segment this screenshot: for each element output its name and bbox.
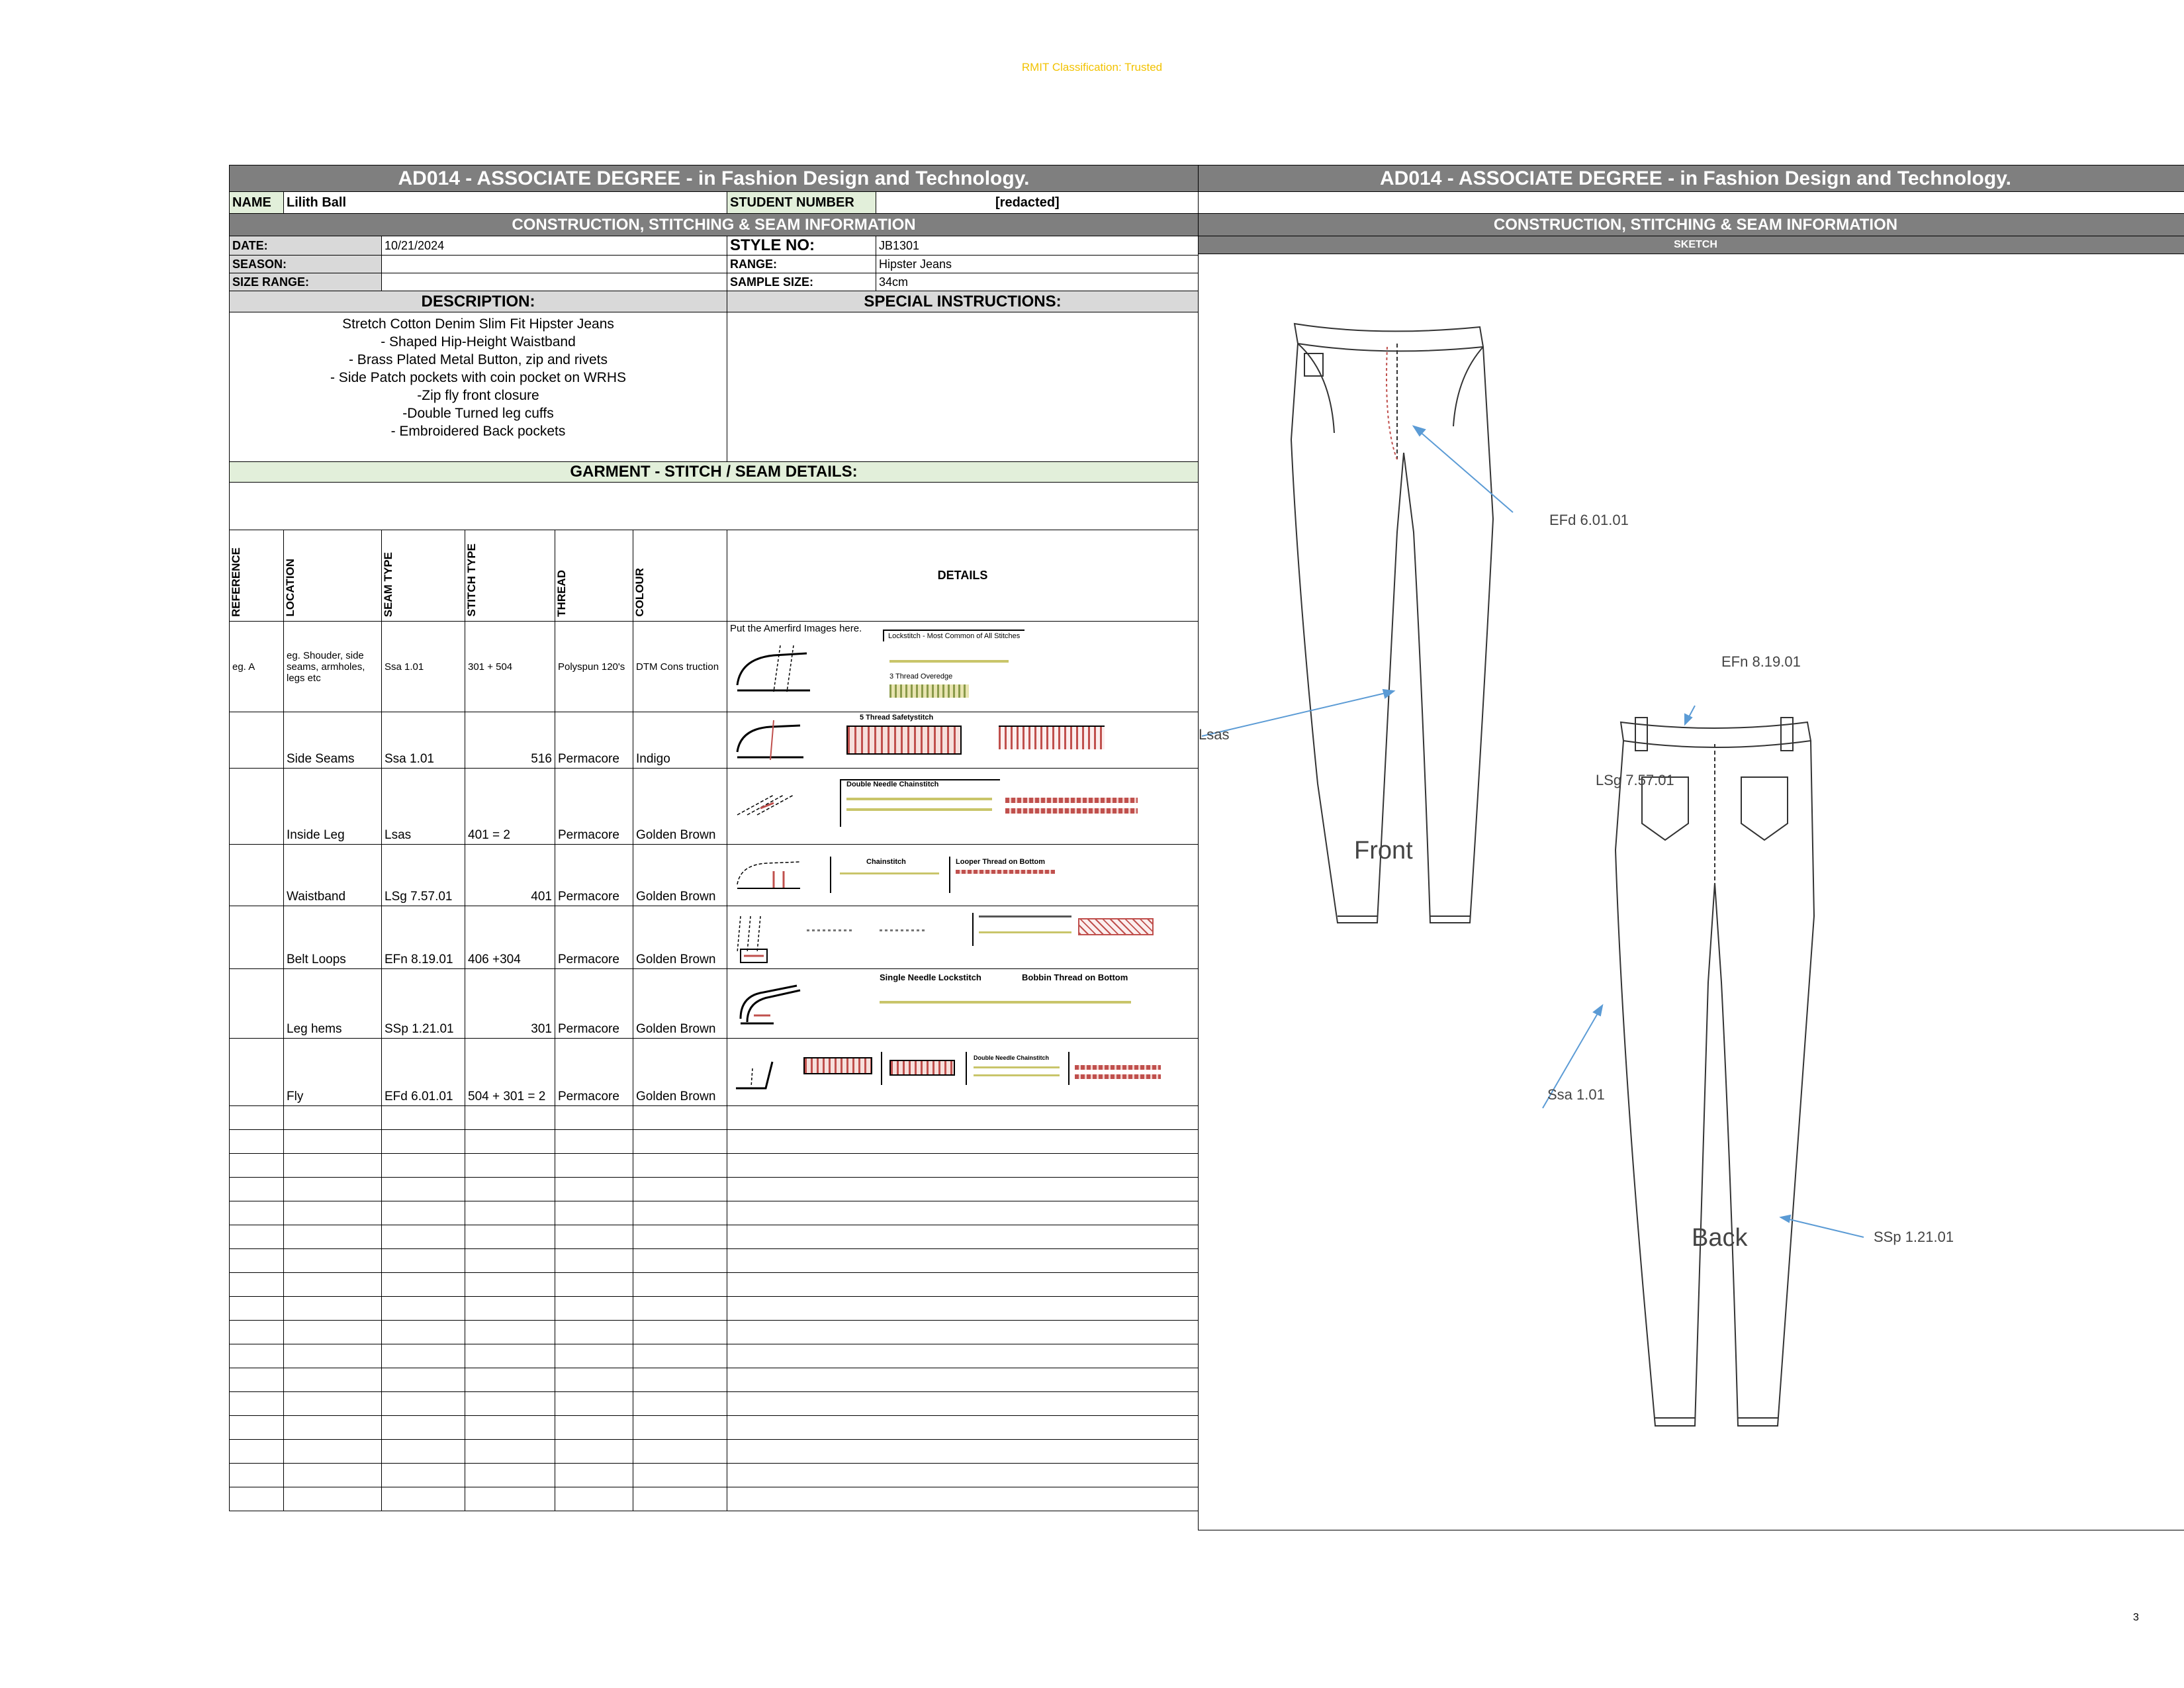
details-note: Put the Amerfird Images here. [730, 623, 862, 634]
col-stitch-type: STITCH TYPE [465, 543, 478, 617]
student-number-label: STUDENT NUMBER [727, 192, 876, 214]
stitch-swatch [999, 726, 1105, 749]
swatch-caption: Looper Thread on Bottom [956, 858, 1046, 866]
special-instructions-label: SPECIAL INSTRUCTIONS: [727, 291, 1199, 312]
description-line: - Brass Plated Metal Button, zip and rivets [348, 352, 608, 367]
row-details [727, 845, 1199, 906]
row-location: Waistband [284, 845, 382, 906]
description-text [230, 312, 727, 462]
style-no-label: STYLE NO: [727, 236, 876, 256]
callout-lsg: LSg 7.57.01 [1596, 772, 1674, 788]
seam-diagram-icon [734, 788, 800, 821]
classification-label: RMIT Classification: Trusted [1021, 61, 1163, 73]
stitch-line-swatch [807, 929, 853, 931]
example-colour: DTM Cons truction [633, 622, 727, 712]
table-row-blank [230, 1273, 1199, 1297]
divider [949, 857, 950, 893]
row-seam-type: EFn 8.19.01 [382, 906, 465, 969]
style-no-value: JB1301 [876, 236, 1199, 256]
season-label: SEASON: [230, 256, 382, 273]
row-details [727, 1039, 1199, 1106]
row-seam-type: SSp 1.21.01 [382, 969, 465, 1039]
chain-swatch [1075, 1074, 1161, 1079]
swatch-caption: Bobbin Thread on Bottom [1022, 972, 1128, 982]
row-stitch-type: 406 +304 [465, 906, 555, 969]
row-location: Fly [284, 1039, 382, 1106]
example-seam-type: Ssa 1.01 [382, 622, 465, 712]
table-row [230, 712, 1199, 769]
swatch-caption: 5 Thread Safetystitch [860, 714, 934, 722]
table-row [230, 845, 1199, 906]
table-row [230, 969, 1199, 1039]
col-details: DETAILS [727, 530, 1199, 622]
row-thread: Permacore [555, 1039, 633, 1106]
front-jeans [1291, 324, 1493, 923]
divider [966, 1052, 967, 1085]
sample-size-label: SAMPLE SIZE: [727, 273, 876, 291]
table-row-blank [230, 1249, 1199, 1273]
row-colour: Golden Brown [633, 969, 727, 1039]
sample-size-value: 34cm [876, 273, 1199, 291]
row-stitch-type: 401 = 2 [465, 769, 555, 845]
front-label: Front [1354, 837, 1413, 865]
right-section-header: CONSTRUCTION, STITCHING & SEAM INFORMATION [1199, 214, 2184, 236]
special-instructions-box [727, 312, 1199, 462]
col-location: LOCATION [284, 559, 296, 617]
spec-sheet [229, 165, 2011, 1530]
student-number-value: [redacted] [876, 192, 1199, 214]
sketch-area [1199, 254, 2184, 1530]
chain-swatch [1005, 798, 1138, 803]
sketch-label: SKETCH [1199, 236, 2184, 254]
example-thread: Polyspun 120's [555, 622, 633, 712]
overedge-swatch [889, 684, 969, 698]
row-stitch-type: 504 + 301 = 2 [465, 1039, 555, 1106]
chain-swatch [956, 870, 1055, 874]
row-colour: Golden Brown [633, 906, 727, 969]
callout-arrows [1202, 426, 1864, 1237]
name-value: Lilith Ball [284, 192, 727, 214]
stitch-line-swatch [846, 808, 992, 811]
stitch-swatch [889, 1060, 955, 1076]
zigzag-swatch [1078, 918, 1154, 935]
row-location: Leg hems [284, 969, 382, 1039]
page-number: 3 [2133, 1612, 2139, 1623]
table-row [230, 769, 1199, 845]
back-jeans [1615, 718, 1814, 1426]
table-row-blank [230, 1368, 1199, 1392]
divider [881, 1052, 882, 1085]
example-details [727, 622, 1199, 712]
table-row-blank [230, 1178, 1199, 1201]
stitch-line-swatch [974, 1066, 1060, 1068]
stitch-line-swatch [880, 929, 926, 931]
row-location: Side Seams [284, 712, 382, 769]
callout-ssp: SSp 1.21.01 [1874, 1229, 1954, 1245]
chain-swatch [1005, 808, 1138, 814]
stitch-line-swatch [889, 660, 1009, 663]
swatch-caption: Lockstitch - Most Common of All Stitches [883, 630, 1024, 641]
seam-diagram-icon [734, 639, 813, 698]
table-row-blank [230, 1344, 1199, 1368]
range-value: Hipster Jeans [876, 256, 1199, 273]
row-location: Inside Leg [284, 769, 382, 845]
divider [830, 857, 831, 893]
row-stitch-type: 516 [465, 712, 555, 769]
size-range-label: SIZE RANGE: [230, 273, 382, 291]
callout-lsas: Lsas [1199, 726, 1230, 743]
divider [972, 913, 974, 946]
left-section-header: CONSTRUCTION, STITCHING & SEAM INFORMATION [230, 214, 1199, 236]
left-title: AD014 - ASSOCIATE DEGREE - in Fashion Design and Technology. [230, 165, 1199, 192]
col-reference: REFERENCE [230, 547, 242, 617]
callout-ssa: Ssa 1.01 [1547, 1086, 1605, 1103]
size-range-value [382, 273, 727, 291]
stitch-line-swatch [979, 931, 1071, 933]
swatch-caption: 3 Thread Overedge [889, 673, 953, 680]
stitch-line-swatch [840, 872, 939, 874]
row-location: Belt Loops [284, 906, 382, 969]
col-colour: COLOUR [633, 568, 646, 617]
example-location: eg. Shouder, side seams, armholes, legs etc [284, 622, 382, 712]
row-seam-type: Ssa 1.01 [382, 712, 465, 769]
row-colour: Golden Brown [633, 845, 727, 906]
table-row-blank [230, 1225, 1199, 1249]
row-details [727, 969, 1199, 1039]
row-thread: Permacore [555, 712, 633, 769]
row-seam-type: Lsas [382, 769, 465, 845]
date-value: 10/21/2024 [382, 236, 727, 256]
seam-diagram-icon [734, 719, 807, 762]
right-title: AD014 - ASSOCIATE DEGREE - in Fashion Design and Technology. [1199, 165, 2184, 192]
row-details [727, 769, 1199, 845]
description-line: Stretch Cotton Denim Slim Fit Hipster Jeans [342, 316, 614, 332]
table-row [230, 1039, 1199, 1106]
seam-diagram-icon [734, 913, 787, 966]
table-row-example [230, 622, 1199, 712]
seam-diagram-icon [734, 858, 807, 894]
right-panel [1198, 165, 2184, 1530]
row-details [727, 712, 1199, 769]
stitch-line-swatch [979, 915, 1071, 917]
col-thread: THREAD [555, 570, 568, 617]
row-colour: Golden Brown [633, 769, 727, 845]
row-thread: Permacore [555, 906, 633, 969]
stitch-line-swatch [974, 1074, 1060, 1076]
stitch-swatch [846, 726, 962, 755]
row-thread: Permacore [555, 845, 633, 906]
row-thread: Permacore [555, 769, 633, 845]
row-details [727, 906, 1199, 969]
left-panel [229, 165, 1199, 1511]
callout-efd: EFd 6.01.01 [1549, 512, 1629, 528]
jeans-sketch [1199, 254, 1964, 1485]
swatch-caption: Double Needle Chainstitch [846, 780, 939, 788]
description-line: - Side Patch pockets with coin pocket on WRHS [330, 370, 627, 385]
stitch-line-swatch [880, 1001, 1131, 1004]
table-row-blank [230, 1487, 1199, 1511]
description-label: DESCRIPTION: [230, 291, 727, 312]
chain-swatch [1075, 1065, 1161, 1070]
col-seam-type: SEAM TYPE [382, 551, 394, 617]
divider [1068, 1052, 1069, 1085]
table-row-blank [230, 1440, 1199, 1464]
stitch-line-swatch [846, 798, 992, 800]
table-row-blank [230, 1416, 1199, 1440]
example-reference: eg. A [230, 622, 284, 712]
table-row-blank [230, 1201, 1199, 1225]
swatch-caption: Single Needle Lockstitch [880, 972, 981, 982]
table-row-blank [230, 1464, 1199, 1487]
table-row-blank [230, 1106, 1199, 1130]
table-row-blank [230, 1130, 1199, 1154]
table-row-blank [230, 1297, 1199, 1321]
row-colour: Indigo [633, 712, 727, 769]
description-line: - Embroidered Back pockets [390, 424, 566, 439]
season-value [382, 256, 727, 273]
range-label: RANGE: [727, 256, 876, 273]
example-stitch-type: 301 + 504 [465, 622, 555, 712]
description-line: -Zip fly front closure [417, 388, 539, 403]
table-row-blank [230, 1154, 1199, 1178]
description-line: - Shaped Hip-Height Waistband [381, 334, 576, 350]
date-label: DATE: [230, 236, 382, 256]
table-row-blank [230, 1392, 1199, 1416]
table-row [230, 906, 1199, 969]
row-seam-type: EFd 6.01.01 [382, 1039, 465, 1106]
row-stitch-type: 401 [465, 845, 555, 906]
swatch-caption: Double Needle Chainstitch [974, 1055, 1050, 1061]
stitch-blank-row [230, 483, 1199, 530]
swatch-caption: Chainstitch [866, 858, 906, 866]
callout-efn: EFn 8.19.01 [1721, 653, 1801, 670]
row-seam-type: LSg 7.57.01 [382, 845, 465, 906]
stitch-swatch [803, 1057, 872, 1074]
stitch-header: GARMENT - STITCH / SEAM DETAILS: [230, 462, 1199, 483]
row-thread: Permacore [555, 969, 633, 1039]
seam-diagram-icon [733, 1055, 786, 1095]
seam-diagram-icon [734, 982, 807, 1029]
row-stitch-type: 301 [465, 969, 555, 1039]
name-label: NAME [230, 192, 284, 214]
table-row-blank [230, 1321, 1199, 1344]
description-line: -Double Turned leg cuffs [402, 406, 554, 421]
row-colour: Golden Brown [633, 1039, 727, 1106]
back-label: Back [1692, 1224, 1748, 1252]
